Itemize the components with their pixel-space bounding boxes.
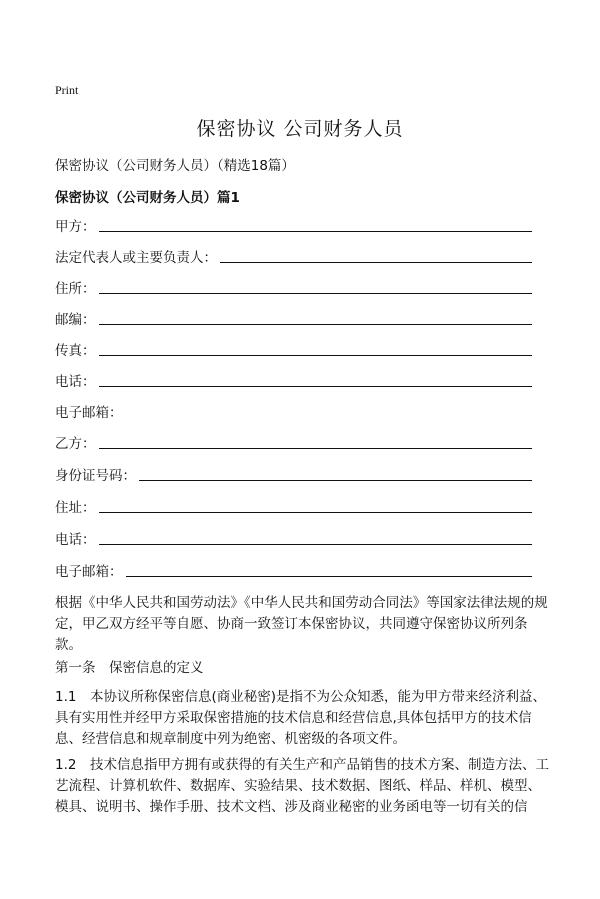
residence-field [55, 496, 532, 516]
field-label: 邮编： [55, 312, 96, 328]
phone-a-field [55, 370, 532, 390]
legal-representative-field [55, 246, 532, 266]
article-heading: 第一条 保密信息的定义 [55, 660, 204, 676]
fill-in-line [99, 448, 533, 449]
field-label: 乙方： [55, 436, 96, 452]
fill-in-line [99, 355, 533, 356]
document-title: 保密协议 公司财务人员 [196, 118, 404, 140]
field-label: 电话： [55, 374, 96, 390]
field-label: 住址： [55, 500, 96, 516]
field-label: 甲方： [55, 219, 96, 235]
field-label: 法定代表人或主要负责人： [55, 250, 217, 266]
field-label: 电子邮箱： [55, 405, 123, 421]
fill-in-line [99, 293, 533, 294]
fill-in-line [126, 576, 533, 577]
field-label: 住所： [55, 281, 96, 297]
fill-in-line [99, 512, 533, 513]
field-label: 电话： [55, 532, 96, 548]
fill-in-line [99, 324, 533, 325]
clause-paragraph: 1.1 本协议所称保密信息(商业秘密)是指不为公众知悉，能为甲方带来经济利益、具有实用性并经甲方采取保密措施的技术信息和经营信息,具体包括甲方的技术信息、经营信息和规章制度中列为绝密、机密级的各项文件。 [55, 689, 547, 747]
document-subtitle: 保密协议（公司财务人员）（精选18篇） [55, 158, 295, 174]
field-label: 身份证号码： [55, 468, 136, 484]
print-label: Print [55, 83, 79, 97]
fill-in-line [99, 231, 533, 232]
phone-b-field [55, 528, 532, 548]
field-label: 电子邮箱： [55, 564, 123, 580]
fill-in-line [99, 386, 533, 387]
fax-field [55, 339, 532, 359]
email-b-field [55, 560, 532, 580]
postcode-field [55, 308, 532, 328]
party-a-field [55, 215, 532, 235]
email-a-field [55, 401, 532, 421]
intro-paragraph: 根据《中华人民共和国劳动法》《中华人民共和国劳动合同法》等国家法律法规的规定，甲乙双方经平等自愿、协商一致签订本保密协议，共同遵守保密协议所列条款。 [55, 595, 548, 653]
party-b-field [55, 432, 532, 452]
section-heading: 保密协议（公司财务人员）篇1 [55, 190, 240, 206]
fill-in-line [220, 262, 532, 263]
fill-in-line [99, 544, 533, 545]
address-field [55, 277, 532, 297]
field-label: 传真： [55, 343, 96, 359]
clause-paragraph: 1.2 技术信息指甲方拥有或获得的有关生产和产品销售的技术方案、制造方法、工艺流程、计算机软件、数据库、实验结果、技术数据、图纸、样品、样机、模型、模具、说明书、操作手册、技术文档、涉及商业秘密的业务函电等一切有关的信 [55, 757, 549, 815]
fill-in-line [139, 480, 532, 481]
id-number-field [55, 464, 532, 484]
